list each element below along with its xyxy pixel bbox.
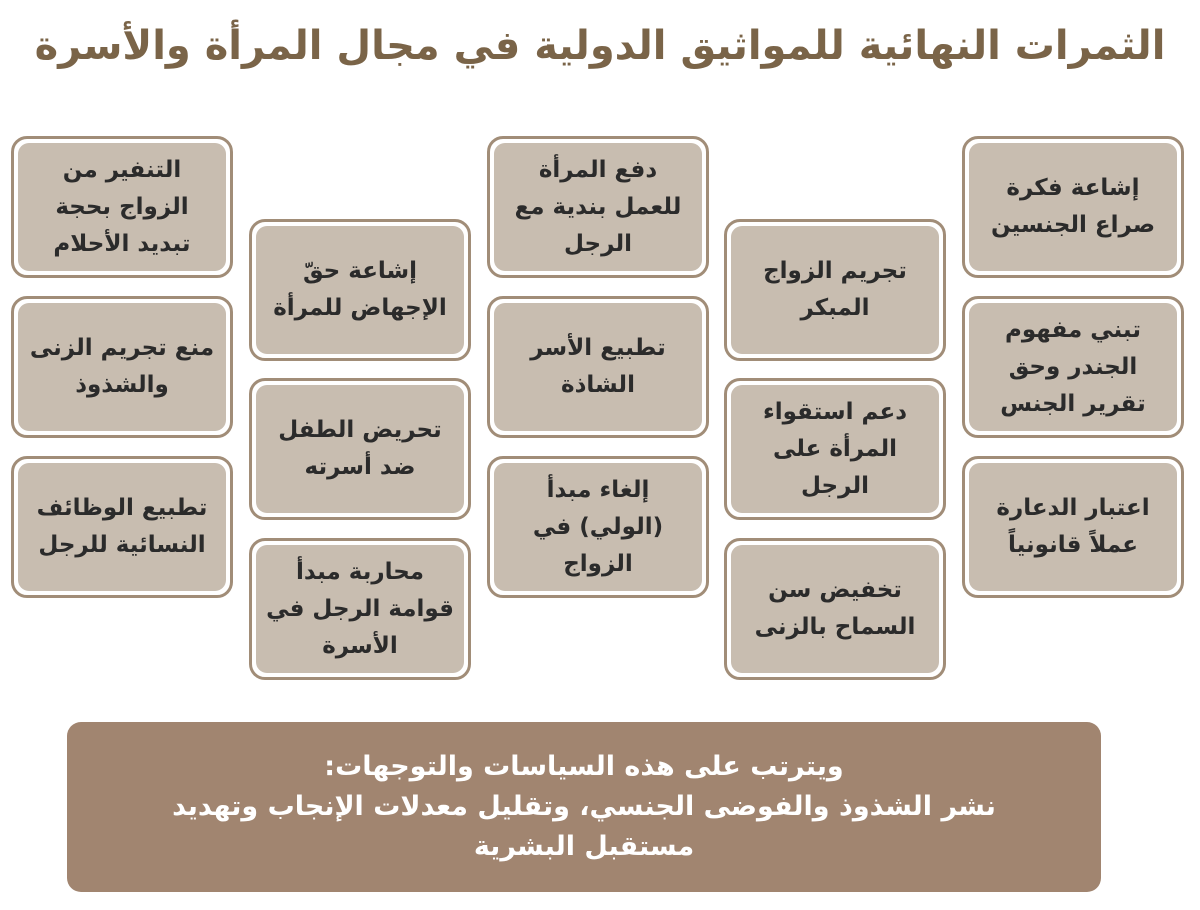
card-label: إشاعة فكرة صراع الجنسين bbox=[969, 143, 1177, 271]
card-label: إشاعة حقّ الإجهاض للمرأة bbox=[256, 226, 464, 354]
conclusion-heading: ويترتب على هذه السياسات والتوجهات: bbox=[324, 751, 844, 782]
card-guardianship-fight bbox=[249, 538, 471, 680]
card-label: التنفير من الزواج بحجة تبديد الأحلام bbox=[18, 143, 226, 271]
card-abortion-right bbox=[249, 219, 471, 361]
card-label: تخفيض سن السماح بالزنى bbox=[731, 545, 939, 673]
card-label: دفع المرأة للعمل بندية مع الرجل bbox=[494, 143, 702, 271]
card-women-work bbox=[487, 136, 709, 278]
card-label: دعم استقواء المرأة على الرجل bbox=[731, 385, 939, 513]
card-child-incitement bbox=[249, 378, 471, 520]
card-label: اعتبار الدعارة عملاً قانونياً bbox=[969, 463, 1177, 591]
card-gender-concept bbox=[962, 296, 1184, 438]
card-lower-age bbox=[724, 538, 946, 680]
card-prostitution-legal bbox=[962, 456, 1184, 598]
conclusion-banner bbox=[67, 722, 1101, 892]
card-label: تطبيع الوظائف النسائية للرجل bbox=[18, 463, 226, 591]
conclusion-body: نشر الشذوذ والفوضى الجنسي، وتقليل معدلات الإنجاب وتهديد مستقبل البشرية bbox=[172, 791, 996, 862]
card-deviant-families bbox=[487, 296, 709, 438]
card-label: تحريض الطفل ضد أسرته bbox=[256, 385, 464, 513]
card-label: تطبيع الأسر الشاذة bbox=[494, 303, 702, 431]
card-label: تجريم الزواج المبكر bbox=[731, 226, 939, 354]
card-label: إلغاء مبدأ (الولي) في الزواج bbox=[494, 463, 702, 591]
card-early-marriage bbox=[724, 219, 946, 361]
card-label: منع تجريم الزنى والشذوذ bbox=[18, 303, 226, 431]
card-female-jobs bbox=[11, 456, 233, 598]
card-label: محاربة مبدأ قوامة الرجل في الأسرة bbox=[256, 545, 464, 673]
page-title: الثمرات النهائية للمواثيق الدولية في مجال المرأة والأسرة bbox=[34, 23, 1166, 69]
card-gender-conflict bbox=[962, 136, 1184, 278]
card-marriage-aversion bbox=[11, 136, 233, 278]
card-women-empowerment bbox=[724, 378, 946, 520]
card-guardian-principle bbox=[487, 456, 709, 598]
card-decriminalize bbox=[11, 296, 233, 438]
card-label: تبني مفهوم الجندر وحق تقرير الجنس bbox=[969, 303, 1177, 431]
